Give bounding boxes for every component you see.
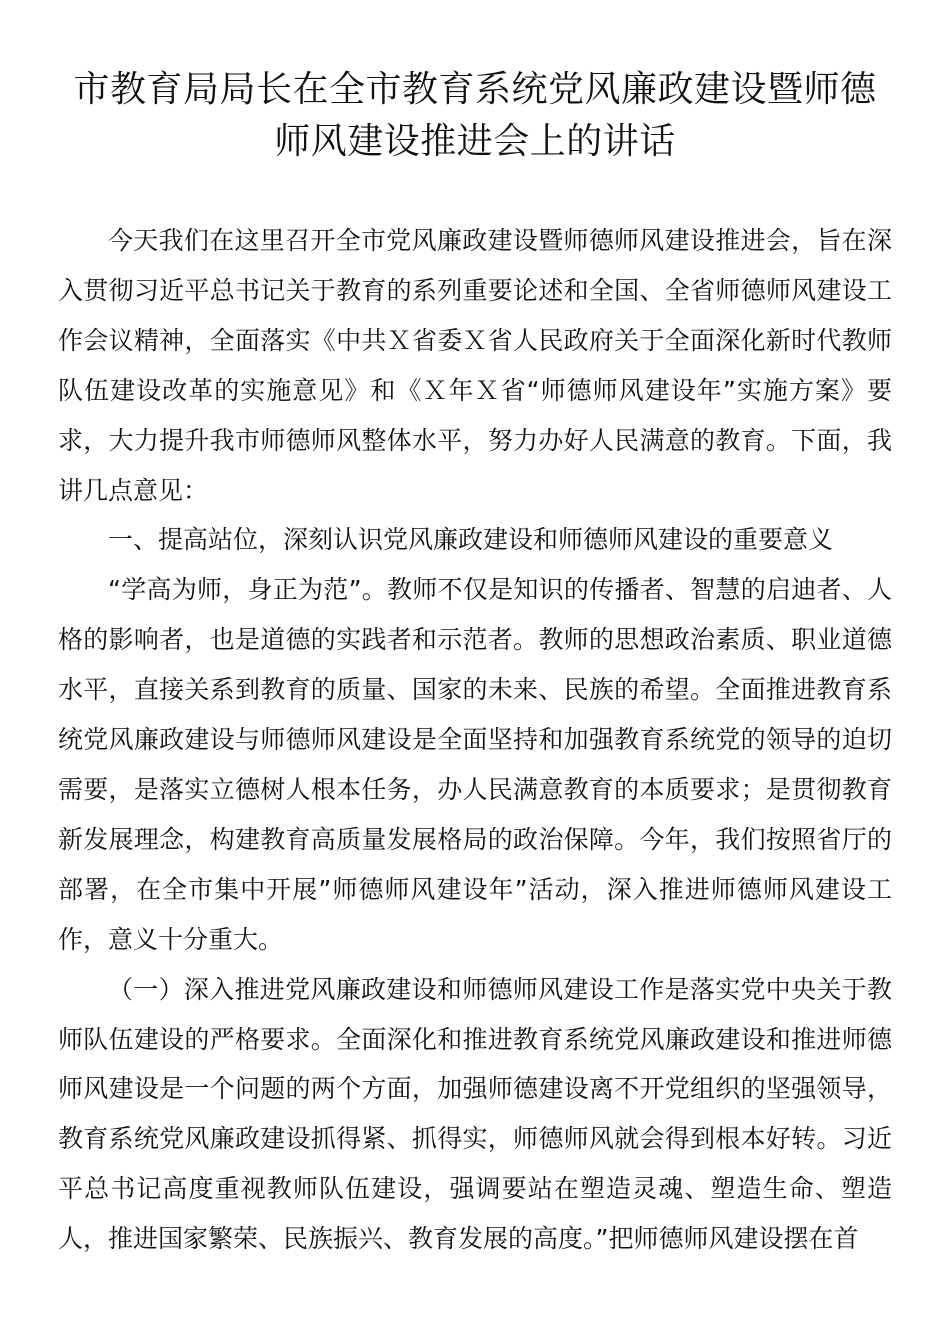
section-heading-1: 一、提高站位，深刻认识党风廉政建设和师德师风建设的重要意义	[108, 525, 834, 555]
section-1-paragraph: “学高为师，身正为范”。教师不仅是知识的传播者、智慧的启迪者、人格的影响者，也是道德的实践者和示范者。教师的思想政治素质、职业道德水平，直接关系到教育的质量、国家的未来、民族的希望。全面推进教育系统党风廉政建设与师德师风建设是全面坚持和加强教育系统党的领导的迫切需要，是落实立德树人根本任务，办人民满意教育的本质要求；是贯彻教育新发展理念，构建教育高质量发展格局的政治保障。今年，我们按照省厅的部署，在全市集中开展”师德师风建设年”活动，深入推进师德师风建设工作，意义十分重大。	[58, 575, 892, 954]
subsection-1-paragraph: （一）深入推进党风廉政建设和师德师风建设工作是落实党中央关于教师队伍建设的严格要求。全面深化和推进教育系统党风廉政建设和推进师德师风建设是一个问题的两个方面，加强师德建设离不开党组织的坚强领导，教育系统党风廉政建设抓得紧、抓得实，师德师风就会得到根本好转。习近平总书记高度重视教师队伍建设，强调要站在塑造灵魂、塑造生命、塑造人，推进国家繁荣、民族振兴、教育发展的高度。”把师德师风建设摆在首	[58, 974, 892, 1254]
document-title: 市教育局局长在全市教育系统党风廉政建设暨师德师风建设推进会上的讲话	[73, 69, 877, 162]
intro-paragraph: 今天我们在这里召开全市党风廉政建设暨师德师风建设推进会，旨在深入贯彻习近平总书记关于教育的系列重要论述和全国、全省师德师风建设工作会议精神，全面落实《中共Ｘ省委Ｘ省人民政府关于全面深化新时代教师队伍建设改革的实施意见》和《Ｘ年Ｘ省“师德师风建设年”实施方案》要求，大力提升我市师德师风整体水平，努力办好人民满意的教育。下面，我讲几点意见：	[58, 226, 892, 505]
